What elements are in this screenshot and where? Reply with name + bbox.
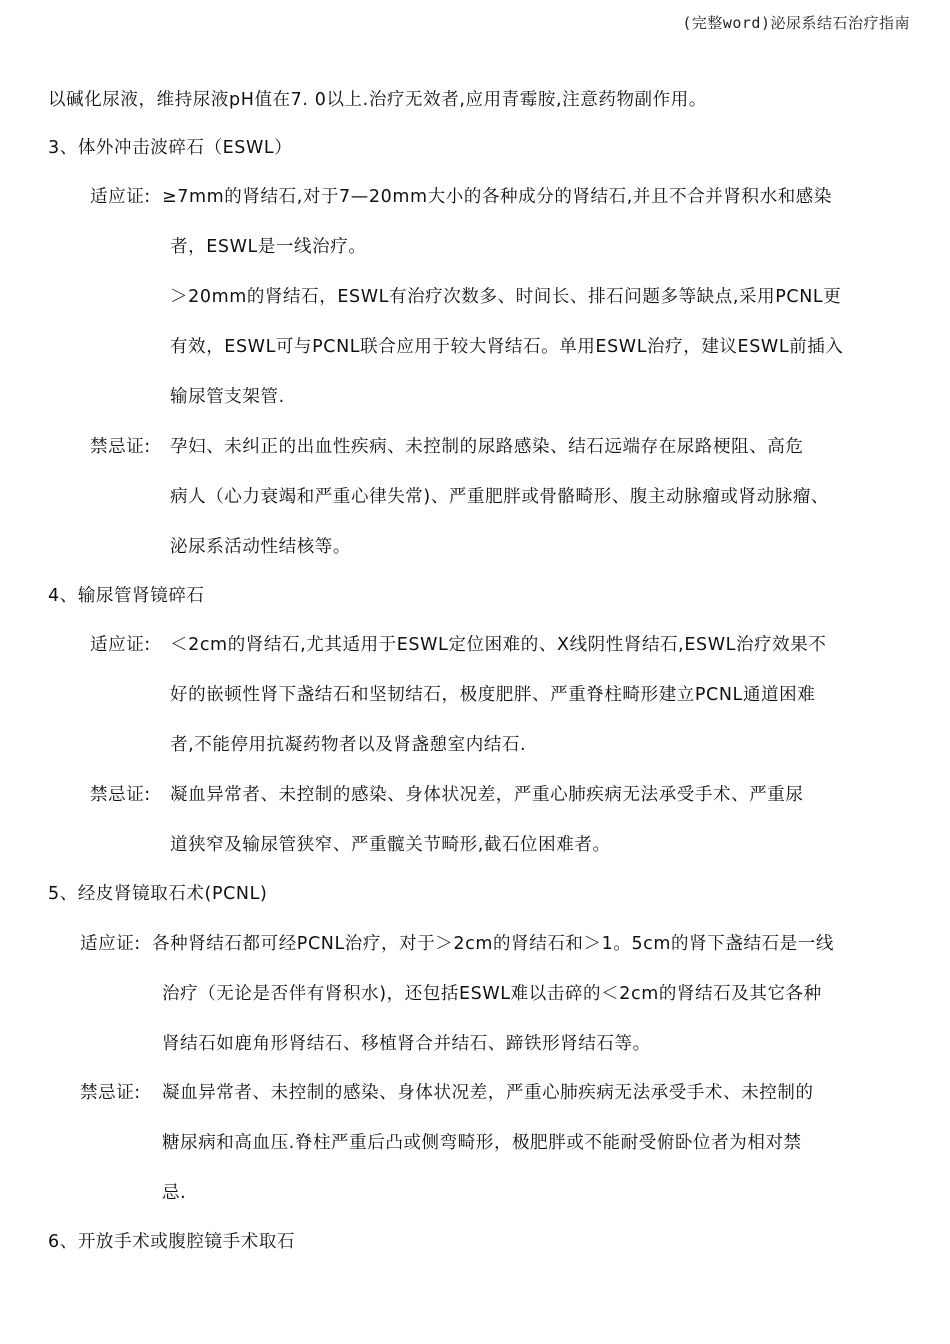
section-heading-pcnl: 5、经皮肾镜取石术(PCNL): [48, 884, 268, 904]
contraindication-line: 病人（心力衰竭和严重心律失常)、严重肥胖或骨骼畸形、腹主动脉瘤或肾动脉瘤、: [170, 487, 830, 507]
contraindication-label: 禁忌证:: [90, 437, 151, 457]
indication-line: ＜2cm的肾结石,尤其适用于ESWL定位困难的、X线阴性肾结石,ESWL治疗效果不: [170, 635, 827, 655]
indication-line: 好的嵌顿性肾下盏结石和坚韧结石，极度肥胖、严重脊柱畸形建立PCNL通道困难: [170, 685, 816, 705]
indication-line: 治疗（无论是否伴有肾积水)，还包括ESWL难以击碎的＜2cm的肾结石及其它各种: [162, 984, 822, 1004]
indication-label: 适应证:: [80, 934, 141, 954]
contraindication-line: 凝血异常者、未控制的感染、身体状况差，严重心肺疾病无法承受手术、严重尿: [170, 785, 804, 805]
contraindication-line: 凝血异常者、未控制的感染、身体状况差，严重心肺疾病无法承受手术、未控制的: [162, 1083, 814, 1103]
contraindication-line: 糖尿病和高血压.脊柱严重后凸或侧弯畸形，极肥胖或不能耐受俯卧位者为相对禁: [162, 1133, 802, 1153]
section-heading-ureteroscopy: 4、输尿管肾镜碎石: [48, 586, 205, 606]
contraindication-line: 孕妇、未纠正的出血性疾病、未控制的尿路感染、结石远端存在尿路梗阻、高危: [170, 437, 804, 457]
intro-paragraph: 以碱化尿液，维持尿液pH值在7. 0以上.治疗无效者,应用青霉胺,注意药物副作用。: [48, 90, 707, 110]
document-header-title: (完整word)泌尿系结石治疗指南: [682, 14, 910, 32]
indication-line: 各种肾结石都可经PCNL治疗，对于＞2cm的肾结石和＞1。5cm的肾下盏结石是一线: [152, 934, 834, 954]
indication-line: 者，ESWL是一线治疗。: [170, 237, 367, 257]
indication-line: ≥7mm的肾结石,对于7—20mm大小的各种成分的肾结石,并且不合并肾积水和感染: [162, 187, 833, 207]
indication-line: 肾结石如鹿角形肾结石、移植肾合并结石、蹄铁形肾结石等。: [162, 1034, 651, 1054]
contraindication-label: 禁忌证:: [90, 785, 151, 805]
indication-label: 适应证:: [90, 635, 151, 655]
contraindication-line: 道狭窄及输尿管狭窄、严重髋关节畸形,截石位困难者。: [170, 835, 611, 855]
indication-line: 者,不能停用抗凝药物者以及肾盏憩室内结石.: [170, 735, 527, 755]
contraindication-line: 泌尿系活动性结核等。: [170, 537, 351, 557]
indication-label: 适应证:: [90, 187, 151, 207]
indication-line: 输尿管支架管.: [170, 387, 285, 407]
indication-line: 有效，ESWL可与PCNL联合应用于较大肾结石。单用ESWL治疗，建议ESWL前插入: [170, 337, 844, 357]
contraindication-label: 禁忌证:: [80, 1083, 141, 1103]
contraindication-line: 忌.: [162, 1183, 187, 1203]
section-heading-open-surgery: 6、开放手术或腹腔镜手术取石: [48, 1232, 296, 1252]
indication-line: ＞20mm的肾结石，ESWL有治疗次数多、时间长、排石问题多等缺点,采用PCNL更: [170, 287, 842, 307]
section-heading-eswl: 3、体外冲击波碎石（ESWL）: [48, 138, 293, 158]
